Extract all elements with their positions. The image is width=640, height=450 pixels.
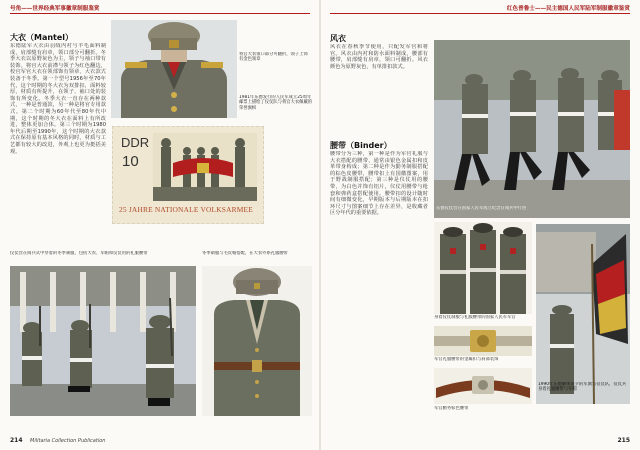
coat-section-title: 大衣（Mantel）: [10, 33, 74, 42]
uniform-caption: 冬季制服与毛皮帽搭配，在大衣外系礼服腰带: [202, 251, 288, 256]
coat-body-text: 东德陆军大衣由羽绒内衬与羊毛面料制成，肩部缝有肩章，领口部分可翻折。冬季大衣以原野灰色为主，领子与袖口带有装饰。将官大衣前襟与领子为红色翻边，校官军官大衣在领部饰有领章，大衣款式装备于冬季。第一个型号1956年至70年代，这个时期的冬大衣为双排扣，面料较厚，材质有所提升，在领子、袖口处的装饰有所变化。冬季大衣一直存在两种款式，一种是普通款，另一种是将官专用款式。第二个时期为60年代至80年代中期，这个时期的冬大衣在面料上有所改进，整体更加合体。第三个时期为1980年代后期至1990年，这个时期的大衣款式在保持原有基本风格的同时，材质与工艺都有较大的改进，外观上也更为挺括美观。: [10, 43, 106, 155]
publication-name: Militaria Collection Publication: [30, 437, 106, 444]
trenchcoat-body-text: 风衣在春秋季节使用，只配发军官和将官。风衣由内衬和防水面料制成，腰部有腰带，肩部缝有肩章，领口可翻折。风衣颜色为原野灰色，有单排扣款式。: [330, 44, 428, 70]
parade-caption: 仪仗营在阅兵式中穿着的冬季制服，包括大衣、军帽和仪仗用的礼服腰带: [10, 251, 148, 256]
flag-photo: [536, 224, 630, 404]
officer-coat-photo: [111, 20, 237, 118]
march-photo: [434, 40, 630, 218]
brown-belt-caption: 军官勤务棕色腰带: [434, 406, 469, 411]
left-header-rule: [10, 13, 310, 14]
right-header-rule: [330, 13, 630, 14]
stamp-value: 10: [122, 153, 139, 170]
belt-display-caption: 身着仪仗制服与礼服腰带的国家人民军军官: [434, 315, 516, 320]
parade-photo: [10, 266, 196, 416]
left-running-header: 号角——世界经典军事徽章制服鉴赏: [10, 6, 100, 12]
flag-caption: 1990年东德解体前夕的军旗与仪仗队，仪仗兵身着礼服腰带与军帽: [538, 382, 627, 393]
buckle-caption: 军官礼服腰带的金属扣与肩部装饰: [434, 357, 499, 362]
belt-section-title: 腰带（Binder）: [330, 141, 392, 150]
stamp-inscription: 25 JAHRE NATIONALE VOLKSARMEE: [119, 205, 253, 214]
right-page-number: 215: [617, 437, 630, 444]
ddr-stamp: [112, 126, 264, 224]
uniform-display-photo: [202, 266, 312, 416]
trenchcoat-section-title: 风衣: [330, 34, 346, 43]
stamp-country: DDR: [121, 135, 150, 150]
march-caption: 东德仪仗营在国家人民军成立纪念日阅兵中行进: [436, 206, 527, 211]
officer-coat-caption: 将官大衣领口部分可翻折，领子上饰有金色领章: [239, 52, 308, 63]
buckle-photo: [434, 326, 532, 356]
left-page-number: 214: [10, 437, 23, 444]
stamp-caption: 1981年东德发行的人民军成立25周年邮票上描绘了仪仗队与将官大衣佩戴的荣誉旗帜: [239, 95, 313, 111]
belt-display-photo: [434, 222, 532, 314]
gutter: [319, 0, 321, 450]
belt-body-text: 腰带分为三种，第一种是作为军官礼服与大衣搭配的腰带，通常由银色金属扣和皮革带身构成；第二种是作为勤务制服搭配的棕色皮腰带，腰带扣上有国徽图案，用于野战制服搭配；第三种是仪仗用的腰带，为白色并饰有铝片，仪仗用腰带与枪套和弹药盒搭配使用。腰带扣的设计随时间有细微变化，早期版本与后期版本在扣环尺寸与图案细节上存在差异，是收藏者区分年代的重要依据。: [330, 151, 428, 217]
right-running-header: 红色普鲁士——民主德国人民军陆军制服徽章鉴赏: [506, 6, 630, 12]
stamp-soldiers-illustration: [153, 133, 257, 201]
brown-belt-photo: [434, 368, 532, 404]
